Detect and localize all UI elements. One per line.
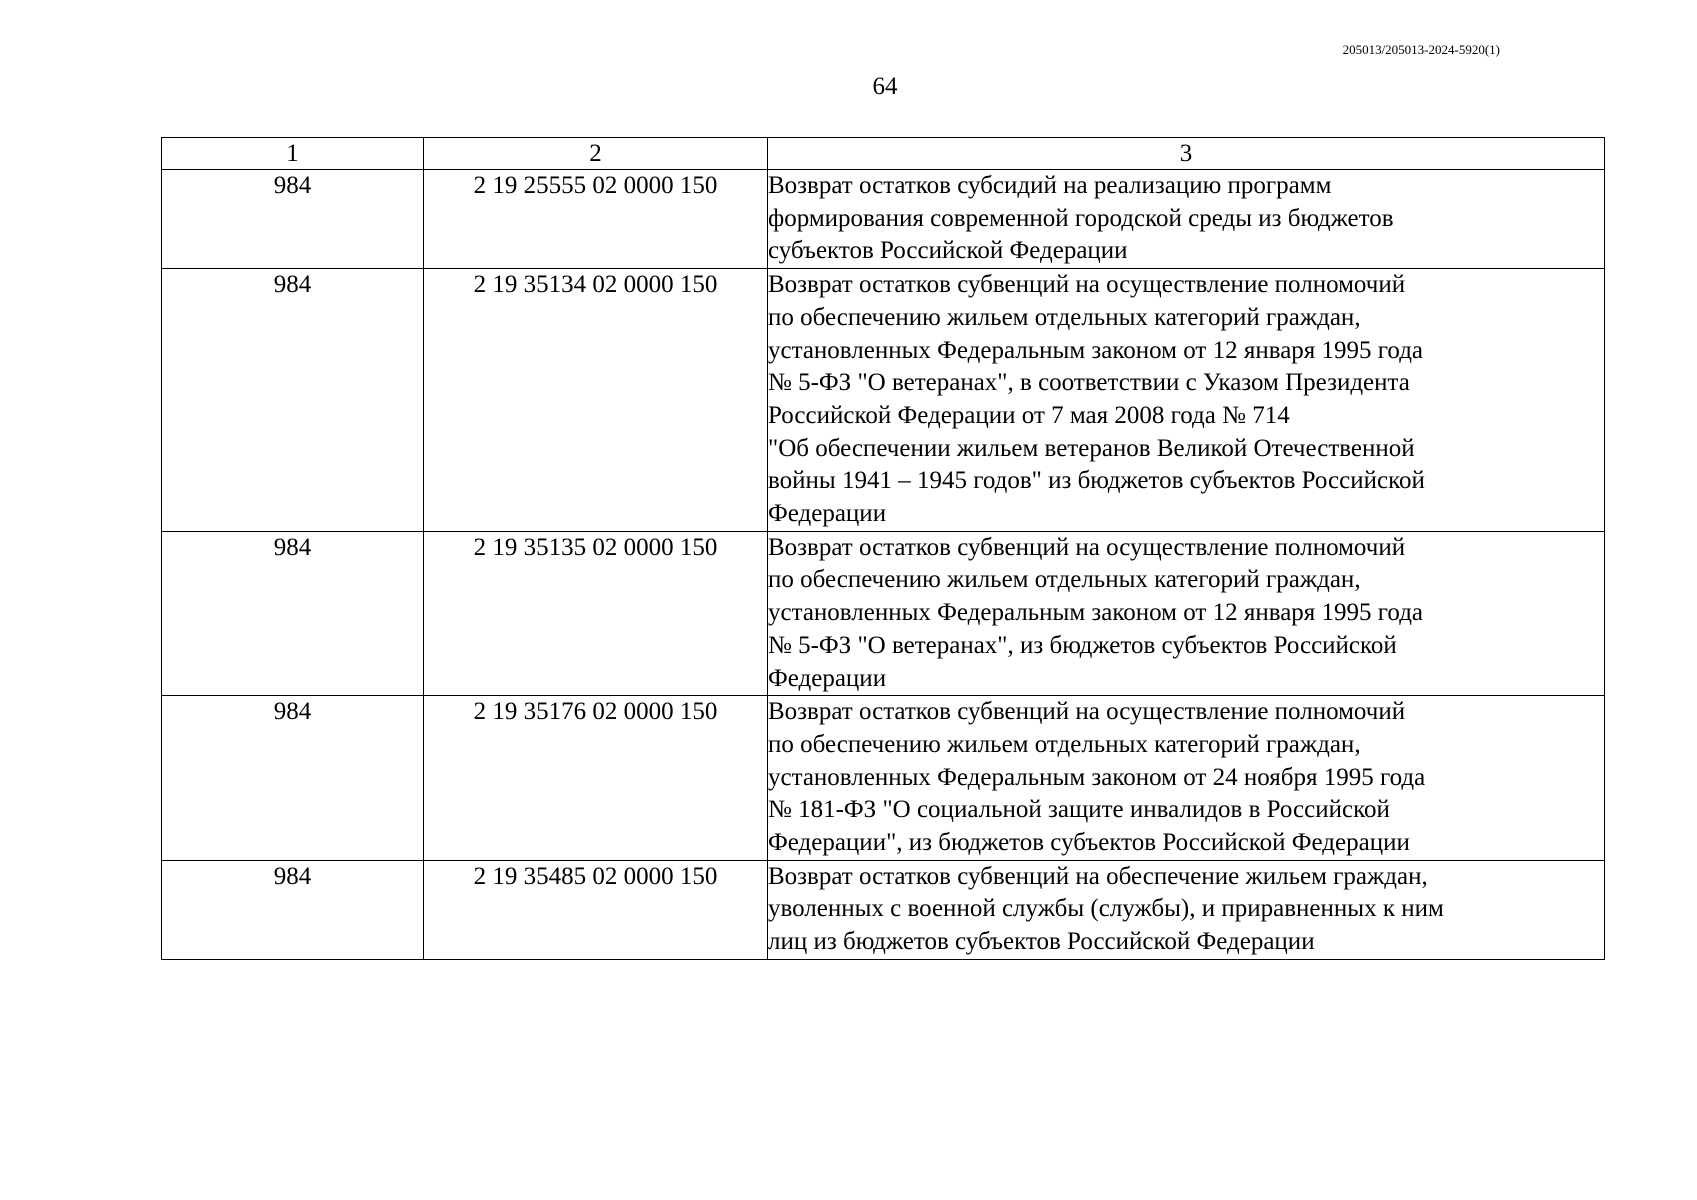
description-line: установленных Федеральным законом от 12 января 1995 года <box>768 336 1424 364</box>
description-line: Возврат остатков субвенций на осуществление полномочий <box>768 533 1406 561</box>
admin-code-cell: 984 <box>162 860 424 959</box>
budget-code-cell: 2 19 35176 02 0000 150 <box>424 696 768 861</box>
description-line: войны 1941 – 1945 годов" из бюджетов субъектов Российской <box>768 467 1425 495</box>
description-line: Федерации <box>768 500 887 528</box>
description-line: Федерации", из бюджетов субъектов Российской Федерации <box>768 829 1410 857</box>
admin-code-cell: 984 <box>162 170 424 269</box>
budget-code-cell: 2 19 35135 02 0000 150 <box>424 531 768 696</box>
description-cell <box>768 269 1605 532</box>
description-line: уволенных с военной службы (службы), и приравненных к ним <box>768 895 1444 923</box>
description-line: Возврат остатков субвенций на осуществление полномочий <box>768 698 1406 726</box>
admin-code-cell: 984 <box>162 696 424 861</box>
budget-codes-table <box>161 137 1605 960</box>
description-line: формирования современной городской среды из бюджетов <box>768 204 1394 232</box>
description-line: установленных Федеральным законом от 24 ноября 1995 года <box>768 763 1426 791</box>
description-cell <box>768 170 1605 269</box>
description-line: № 5-ФЗ "О ветеранах", из бюджетов субъектов Российской <box>768 631 1397 659</box>
admin-code-cell: 984 <box>162 531 424 696</box>
column-header-3: 3 <box>768 138 1605 170</box>
description-line: по обеспечению жильем отдельных категорий граждан, <box>768 566 1361 594</box>
description-line: установленных Федеральным законом от 12 января 1995 года <box>768 599 1424 627</box>
description-line: лиц из бюджетов субъектов Российской Федерации <box>768 928 1315 956</box>
description-line: Федерации <box>768 664 887 692</box>
description-line: Российской Федерации от 7 мая 2008 года № 714 <box>768 401 1290 429</box>
column-header-2: 2 <box>424 138 768 170</box>
budget-code-cell: 2 19 35485 02 0000 150 <box>424 860 768 959</box>
table-header-row <box>162 138 1605 170</box>
description-line: № 181-ФЗ "О социальной защите инвалидов в Российской <box>768 796 1390 824</box>
description-line: Возврат остатков субвенций на осуществление полномочий <box>768 271 1406 299</box>
description-cell <box>768 696 1605 861</box>
description-line: субъектов Российской Федерации <box>768 237 1128 265</box>
table-row <box>162 170 1605 269</box>
admin-code-cell: 984 <box>162 269 424 532</box>
description-line: № 5-ФЗ "О ветеранах", в соответствии с Указом Президента <box>768 369 1410 397</box>
description-cell <box>768 531 1605 696</box>
table-row <box>162 696 1605 861</box>
description-line: "Об обеспечении жильем ветеранов Великой Отечественной <box>768 434 1415 462</box>
table-row <box>162 860 1605 959</box>
column-header-1: 1 <box>162 138 424 170</box>
page-number: 64 <box>872 73 898 100</box>
table-row <box>162 531 1605 696</box>
table-row <box>162 269 1605 532</box>
description-line: Возврат остатков субсидий на реализацию программ <box>768 172 1332 199</box>
description-line: по обеспечению жильем отдельных категорий граждан, <box>768 303 1361 331</box>
budget-code-cell: 2 19 25555 02 0000 150 <box>424 170 768 269</box>
description-line: Возврат остатков субвенций на обеспечение жильем граждан, <box>768 862 1428 890</box>
document-id: 205013/205013-2024-5920(1) <box>1342 42 1500 57</box>
budget-code-cell: 2 19 35134 02 0000 150 <box>424 269 768 532</box>
description-line: по обеспечению жильем отдельных категорий граждан, <box>768 730 1361 758</box>
description-cell <box>768 860 1605 959</box>
